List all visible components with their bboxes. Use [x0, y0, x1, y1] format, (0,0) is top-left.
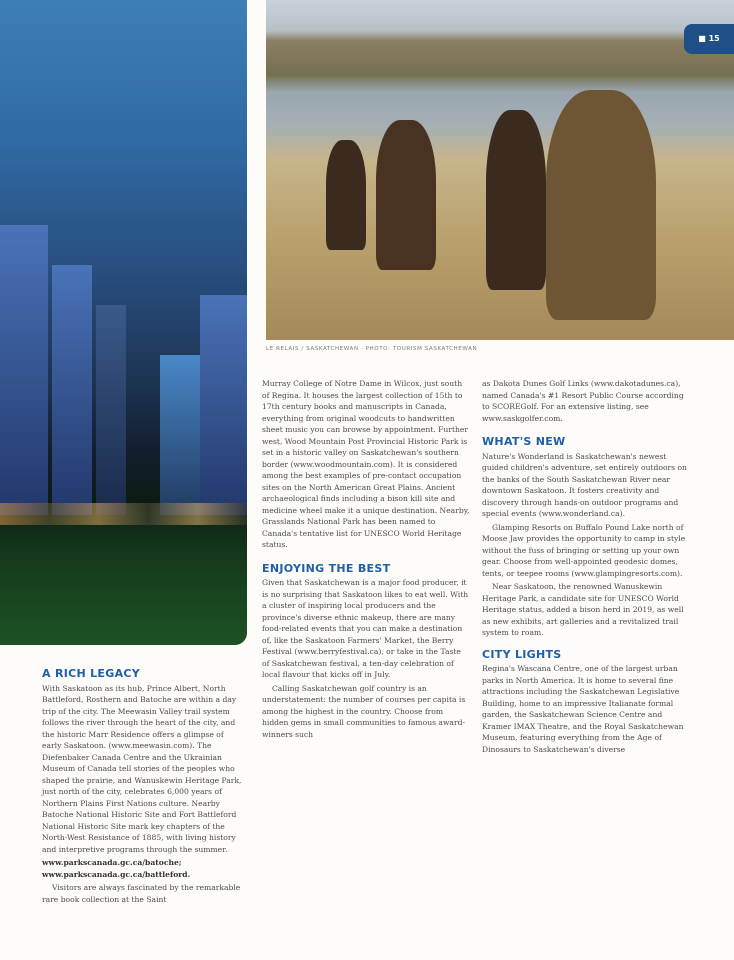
link-text: www.parkscanada.gc.ca/batoche; www.parkscanada.gc.ca/battleford.: [42, 858, 191, 879]
paragraph: Regina's Wascana Centre, one of the largest urban parks in North America. It is home to several fine attractions including the Saskatchewan Legislative Building, home to an impressive Italianate formal garden, the Saskatchewan Science Centre and Kramer IMAX Theatre, and the Royal Saskatchewan Museum, featuring everything from the Age of Dinosaurs to Saskatchewan's diverse: [482, 664, 684, 754]
page-number-badge: ■ 15: [684, 24, 734, 54]
section-heading: A RICH LEGACY: [42, 667, 141, 680]
photo-credit: LE RELAIS / SASKATCHEWAN · PHOTO: TOURISM SASKATCHEWAN: [266, 346, 478, 352]
paragraph: Given that Saskatchewan is a major food producer, it is no surprising that Saskatoon likes to eat well. With a cluster of inspiring local producers and the province's diverse ethnic makeup, there are many food-related events that you can make a destination of, like the Saskatoon Farmers' Market, the Berry Festival (www.berryfestival.ca), or take in the Taste of Saskatchewan festival, a ten-day celebration of local flavour that kicks off in July.: [262, 578, 469, 679]
paragraph: Calling Saskatchewan golf country is an understatement: the number of courses per capita is among the highest in the country. Choose from hidden gems in small communities to famous award-winners such: [262, 683, 466, 739]
city-night-photo: [0, 0, 247, 645]
paragraph: Nature's Wonderland is Saskatchewan's newest guided children's adventure, set entirely outdoors on the banks of the South Saskatchewan River near downtown Saskatoon. It fosters creativity and discovery through hands-on outdoor programs and special events (www.wonderland.ca).: [482, 451, 687, 518]
column-3: [482, 378, 692, 757]
horseback-riders-photo: [266, 0, 734, 340]
paragraph: With Saskatoon as its hub, Prince Albert, North Battleford, Rosthern and Batoche are within a day trip of the city. The Meewasin Valley trail system follows the river through the heart of the city, and the historic Marr Residence offers a glimpse of early Saskatoon. (www.meewasin.com). The Diefenbaker Canada Centre and the Ukrainian Museum of Canada tell stories of the peoples who shaped the prairie, and Wanuskewin Heritage Park, just north of the city, celebrates 6,000 years of Northern Plains First Nations culture. Nearby Batoche National Historic Site and Fort Battleford National Historic Site mark key chapters of the North-West Resistance of 1885, with living history and interpretive programs through the summer.: [42, 683, 242, 854]
paragraph: Visitors are always fascinated by the remarkable rare book collection at the Saint: [42, 883, 241, 904]
column-1: [42, 668, 242, 907]
paragraph: Glamping Resorts on Buffalo Pound Lake north of Moose Jaw provides the opportunity to camp in style without the fuss of bringing or setting up your own gear. Choose from well-appointed geodesic domes, tents, or teepee rooms (www.glampingresorts.com).: [482, 522, 686, 578]
column-2: [262, 378, 470, 742]
paragraph: Murray College of Notre Dame in Wilcox, just south of Regina. It houses the largest collection of 15th to 17th century books and manuscripts in Canada, everything from original woodcuts to handwritten sheet music you can browse by appointment. Further west, Wood Mountain Post Provincial Historic Park is set in a historic valley on Saskatchewan's southern border (www.woodmountain.com). It is considered among the best examples of pre-contact occupation sites on the North American Great Plains. Ancient archaeological finds including a bison kill site and medicine wheel make it a unique destination. Nearby, Grasslands National Park has been named to Canada's tentative list for UNESCO World Heritage status.: [262, 379, 470, 549]
section-heading: ENJOYING THE BEST: [262, 561, 391, 575]
section-heading: WHAT'S NEW: [482, 435, 566, 448]
paragraph: as Dakota Dunes Golf Links (www.dakotadunes.ca), named Canada's #1 Resort Public Course according to SCOREGolf. For an extensive listing, see www.saskgolfer.com.: [482, 379, 684, 423]
paragraph: Near Saskatoon, the renowned Wanuskewin Heritage Park, a candidate site for UNESCO World Heritage status, added a bison herd in 2019, as well as new exhibits, art galleries and a revitalized trail system to roam.: [482, 582, 684, 637]
section-heading: CITY LIGHTS: [482, 647, 562, 661]
